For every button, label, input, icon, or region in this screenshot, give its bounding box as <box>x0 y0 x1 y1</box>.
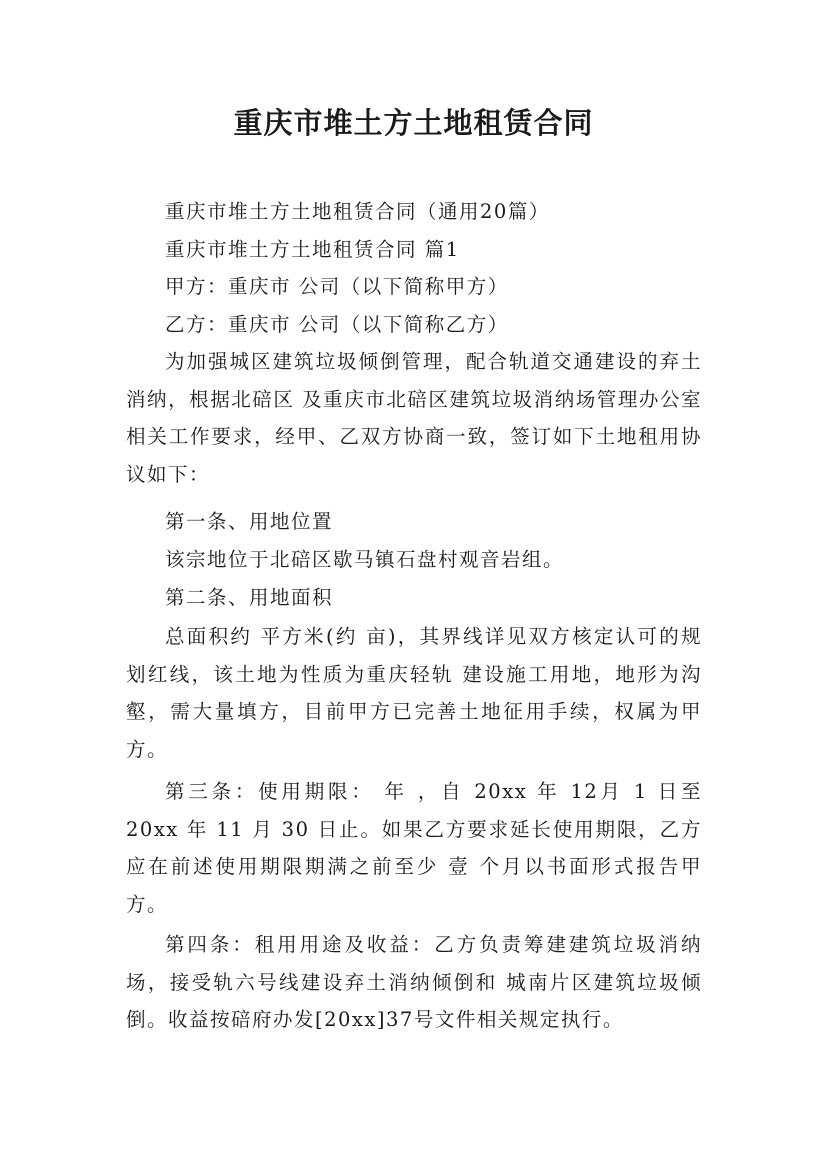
paragraph-article-2-body: 总面积约 平方米(约 亩)，其界线详见双方核定认可的规划红线，该土地为性质为重庆轻轨 建设施工用地，地形为沟壑，需大量填方，目前甲方已完善土地征用手续，权属为甲方。 <box>126 625 702 761</box>
paragraph-subtitle: 重庆市堆土方土地租赁合同（通用20篇） <box>165 200 550 223</box>
paragraph-preamble: 为加强城区建筑垃圾倾倒管理，配合轨道交通建设的弃土消纳，根据北碚区 及重庆市北碚区建筑垃圾消纳场管理办公室相关工作要求，经甲、乙双方协商一致，签订如下土地租用协议如下： <box>126 350 702 486</box>
paragraph-chapter: 重庆市堆土方土地租赁合同 篇1 <box>165 238 460 261</box>
paragraph-article-2-heading: 第二条、用地面积 <box>165 586 334 609</box>
paragraph-party-a: 甲方：重庆市 公司（以下简称甲方） <box>165 275 509 298</box>
paragraph-party-b: 乙方：重庆市 公司（以下简称乙方） <box>165 313 509 336</box>
paragraph-article-4: 第四条：租用用途及收益：乙方负责筹建建筑垃圾消纳场，接受轨六号线建设弃土消纳倾倒和 城南片区建筑垃圾倾倒。收益按碚府办发[20xx]37号文件相关规定执行。 <box>126 933 702 1031</box>
paragraph-article-3: 第三条：使用期限： 年 ，自 20xx 年 12月 1 日至20xx 年 11 月 30 日止。如果乙方要求延长使用期限，乙方应在前述使用期限期满之前至少 壹 个月以书面形式报告甲方。 <box>126 780 702 916</box>
paragraph-article-1-body: 该宗地位于北碚区歇马镇石盘村观音岩组。 <box>165 548 565 571</box>
document-title: 重庆市堆土方土地租赁合同 <box>233 106 594 140</box>
paragraph-article-1-heading: 第一条、用地位置 <box>165 510 334 533</box>
